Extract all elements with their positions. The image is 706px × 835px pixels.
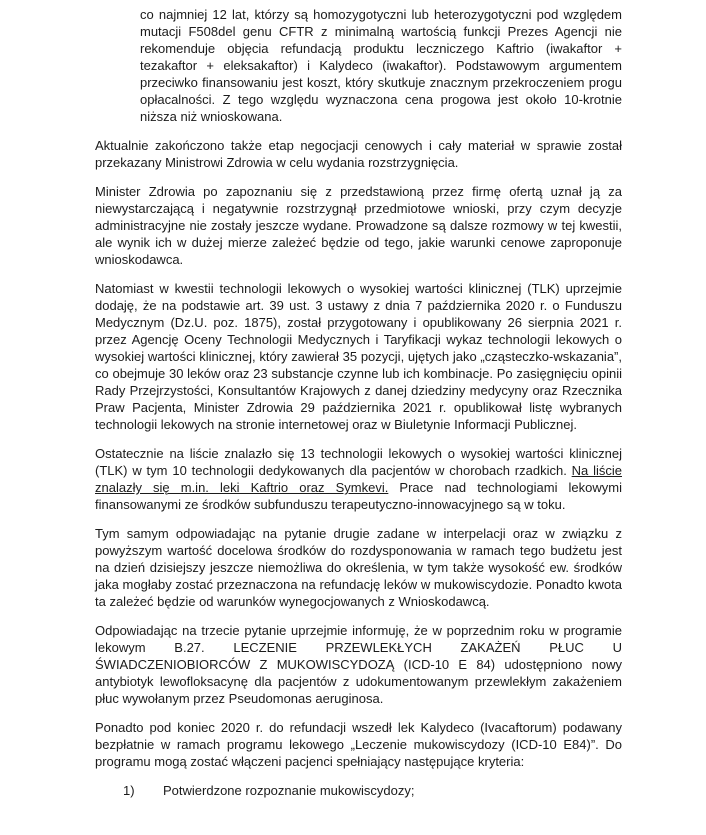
paragraph-continuation-recommendation: co najmniej 12 lat, którzy są homozygotyczni lub heterozygotyczni pod względem mutacji F508del genu CFTR z minimalną wartością funkcji Prezes Agencji nie rekomenduje objęcia refundacją produktu leczniczego Kaftrio (iwakaftor + tezakaftor + eleksakaftor) i Kalydeco (iwakaftor). Podstawowym argumentem przeciwko finansowaniu jest koszt, który skutkuje znacznym przekroczeniem progu opłacalności. Z tego względu wyznaczona cena progowa jest około 10-krotnie niższa niż wnioskowana.: [140, 7, 622, 124]
paragraph-tlk-list: Natomiast w kwestii technologii lekowych o wysokiej wartości klinicznej (TLK) uprzejmie dodaję, że na podstawie art. 39 ust. 3 ustawy z dnia 7 października 2020 r. o Funduszu Medycznym (Dz.U. poz. 1875), został przygotowany i opublikowany 26 sierpnia 2021 r. przez Agencję Oceny Technologii Medycznych i Taryfikacji wykaz technologii lekowych o wysokiej wartości klinicznej, który zawierał 35 pozycji, ujętych jako „cząsteczko-wskazania”, co obejmuje 30 leków oraz 23 substancje czynne lub ich kombinacje. Po zasięgnięciu opinii Rady Przejrzystości, Konsultantów Krajowych z danej dziedziny medycyny oraz Rzecznika Praw Pacjenta, Minister Zdrowia 29 października 2021 r. opublikował listę wybranych technologii lekowych na stronie internetowej oraz w Biuletynie Informacji Publicznej.: [95, 281, 622, 432]
paragraph-third-question-answer: Odpowiadając na trzecie pytanie uprzejmie informuję, że w poprzednim roku w programie lekowym B.27. LECZENIE PRZEWLEKŁYCH ZAKAŻEŃ PŁUC U ŚWIADCZENIOBIORCÓW Z MUKOWISCYDOZĄ (ICD-10 E 84) udostępniono nowy antybiotyk lewofloksacynę dla pacjentów z udokumentowanym przewlekłym zakażeniem płuc wywołanym przez Pseudomonas aeruginosa.: [95, 623, 622, 706]
paragraph-kalydeco-program: Ponadto pod koniec 2020 r. do refundacji wszedł lek Kalydeco (Ivacaftorum) podawany bezpłatnie w ramach programu lekowego „Leczenie mukowiscydozy (ICD-10 E84)”. Do programu mogą zostać włączeni pacjenci spełniający następujące kryteria:: [95, 720, 622, 769]
list-item-criterion-1: [123, 782, 622, 799]
paragraph-negotiations-status: Aktualnie zakończono także etap negocjacji cenowych i cały materiał w sprawie został przekazany Ministrowi Zdrowia w celu wydania rozstrzygnięcia.: [95, 138, 622, 170]
paragraph-final-list-start: Ostatecznie na liście znalazło się 13 technologii lekowych o wysokiej wartości klinicznej (TLK) w tym 10 technologii dedykowanych dla pacjentów w chorobach rzadkich.: [95, 446, 622, 478]
paragraph-final-list: [95, 445, 622, 513]
list-item-number: 1): [123, 783, 135, 798]
paragraph-minister-decision: Minister Zdrowia po zapoznaniu się z przedstawioną przez firmę ofertą uznał ją za niewystarczającą i negatywnie rozstrzygnął przedmiotowe wnioski, przy czym decyzje administracyjne nie zostały jeszcze wydane. Prowadzone są dalsze rozmowy w tej kwestii, ale wynik ich w dużej mierze zależeć będzie od tego, jakie warunki cenowe zaproponuje wnioskodawca.: [95, 184, 622, 267]
list-item-text: Potwierdzone rozpoznanie mukowiscydozy;: [163, 783, 415, 798]
paragraph-budget-answer: Tym samym odpowiadając na pytanie drugie zadane w interpelacji oraz w związku z powyższym wartość docelowa środków do rozdysponowania w ramach tego budżetu jest na dzień dzisiejszy jeszcze niemożliwa do określenia, w tym także wysokość ew. środków jaka mogłaby zostać przeznaczona na refundację leków w mukowiscydozie. Ponadto kwota ta zależeć będzie od warunków wynegocjowanych z Wnioskodawcą.: [95, 526, 622, 609]
paragraph-final-list-end: Prace nad technologiami lekowymi finansowanymi ze środków subfunduszu terapeutyczno-innowacyjnego są w toku.: [95, 480, 622, 512]
underlined-sentence-kaftrio-symkevi: Na liście znalazły się m.in. leki Kaftrio oraz Symkevi.: [95, 463, 622, 495]
